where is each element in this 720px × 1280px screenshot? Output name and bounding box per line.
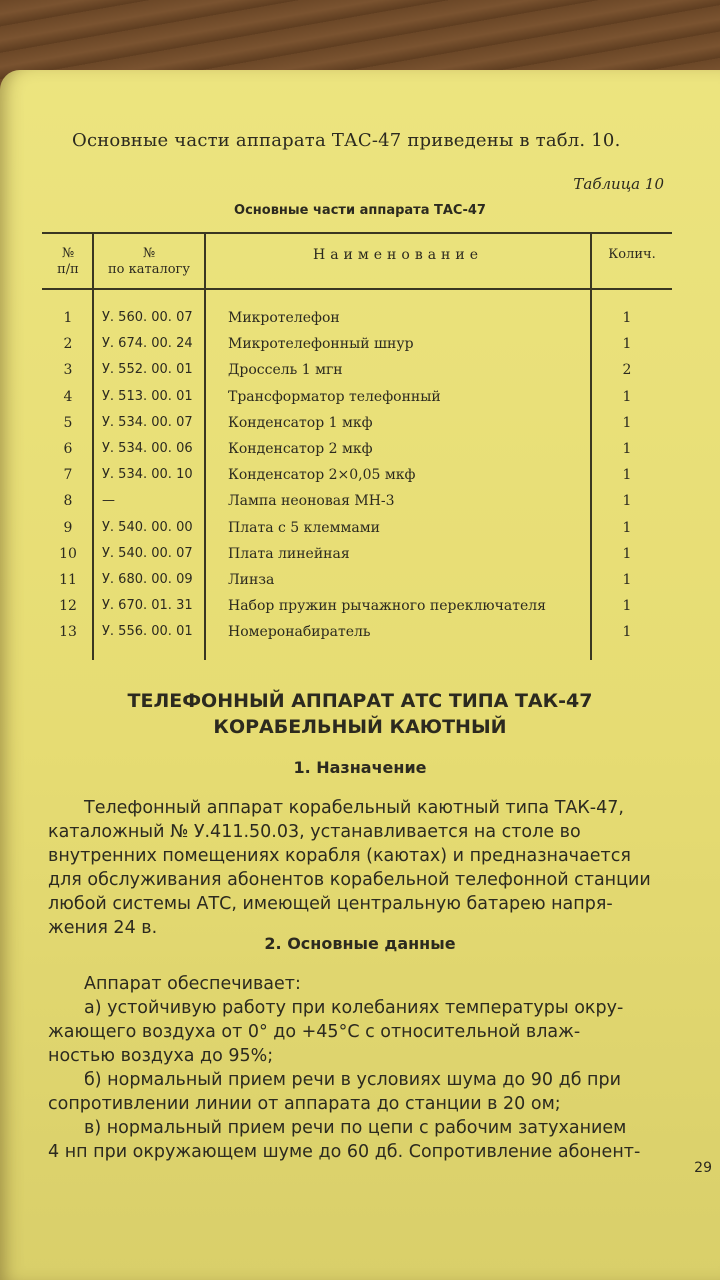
table-row: [42, 624, 672, 650]
header-catalog-line1: №: [142, 246, 156, 261]
row-name: Лампа неоновая МН-3: [228, 493, 395, 510]
header-num-line2: п/п: [57, 262, 79, 277]
row-quantity: 1: [622, 467, 632, 484]
row-name: Трансформатор телефонный: [228, 388, 441, 405]
table-row: [42, 467, 672, 493]
table-row: [42, 546, 672, 572]
table-row: [42, 441, 672, 467]
section2-line: жающего воздуха от 0° до +45°С с относительной влаж-: [48, 1022, 581, 1042]
header-catalog: [94, 246, 204, 278]
row-quantity: 1: [622, 545, 632, 562]
row-quantity: 1: [622, 388, 632, 405]
table-title: Основные части аппарата ТАС-47: [234, 203, 486, 218]
section2-line: а) устойчивую работу при колебаниях температуры окру-: [84, 998, 624, 1018]
row-name: Конденсатор 2×0,05 мкф: [228, 467, 416, 484]
section1-line: каталожный № У.411.50.03, устанавливается на столе во: [48, 822, 581, 842]
table-row: [42, 598, 672, 624]
heading-line-2: КОРАБЕЛЬНЫЙ КАЮТНЫЙ: [213, 716, 507, 738]
row-catalog: У. 513. 00. 01: [102, 388, 193, 404]
row-name: Плата с 5 клеммами: [228, 519, 380, 536]
table-row: [42, 520, 672, 546]
row-catalog: У. 552. 00. 01: [102, 362, 193, 378]
header-num-line1: №: [61, 246, 75, 261]
row-quantity: 1: [622, 624, 632, 641]
section2-line: 4 нп при окружающем шуме до 60 дб. Сопротивление абонент-: [48, 1142, 641, 1162]
row-quantity: 1: [622, 572, 632, 588]
page-number: 29: [694, 1160, 712, 1176]
intro-text: Основные части аппарата ТАС-47 приведены в табл. 10.: [72, 130, 621, 151]
row-number: 13: [59, 624, 77, 641]
table-row: [42, 415, 672, 441]
row-number: 3: [63, 362, 73, 379]
table-number: Таблица 10: [573, 175, 664, 193]
table-row: [42, 389, 672, 415]
row-name: Конденсатор 1 мкф: [228, 414, 373, 431]
table-row: [42, 493, 672, 519]
row-quantity: 1: [622, 519, 632, 536]
table-header-rule: [42, 288, 672, 290]
row-name: Линза: [228, 572, 275, 588]
row-number: 11: [59, 572, 77, 588]
row-number: 8: [63, 493, 73, 510]
table-row: [42, 572, 672, 598]
row-name: Конденсатор 2 мкф: [228, 441, 373, 457]
row-number: 4: [63, 388, 73, 405]
row-number: 9: [63, 519, 73, 536]
table-row: [42, 362, 672, 388]
row-name: Дроссель 1 мгн: [228, 362, 343, 379]
section2-paragraph: [48, 972, 708, 1164]
row-quantity: 1: [622, 310, 632, 326]
section2-line: ностью воздуха до 95%;: [48, 1046, 274, 1066]
row-catalog: У. 670. 01. 31: [102, 598, 193, 614]
row-name: Плата линейная: [228, 545, 350, 562]
row-catalog: У. 556. 00. 01: [102, 624, 193, 640]
section2-line: б) нормальный прием речи в условиях шума до 90 дб при: [84, 1070, 621, 1090]
row-number: 2: [63, 336, 73, 353]
row-quantity: 1: [622, 598, 632, 615]
row-name: Номеронабиратель: [228, 624, 371, 641]
row-number: 12: [59, 598, 77, 615]
table-row: [42, 310, 672, 336]
section1-line: для обслуживания абонентов корабельной телефонной станции: [48, 870, 651, 890]
row-number: 5: [63, 414, 73, 431]
row-catalog: У. 540. 00. 07: [102, 545, 193, 561]
header-qty: Колич.: [608, 247, 656, 262]
section1-line: любой системы АТС, имеющей центральную батарею напря-: [48, 894, 613, 914]
row-number: 10: [59, 545, 77, 562]
section1-paragraph: [48, 796, 708, 940]
row-catalog: У. 680. 00. 09: [102, 572, 193, 587]
header-name: Наименование: [313, 247, 483, 263]
row-catalog: —: [102, 493, 115, 509]
header-num: [44, 246, 92, 278]
row-quantity: 1: [622, 336, 632, 353]
row-catalog: У. 560. 00. 07: [102, 310, 193, 325]
section1-line: Телефонный аппарат корабельный каютный типа ТАК-47,: [84, 798, 624, 818]
row-quantity: 1: [622, 414, 632, 431]
section2-line: в) нормальный прием речи по цепи с рабочим затуханием: [84, 1118, 627, 1138]
row-number: 7: [63, 467, 73, 484]
row-quantity: 1: [622, 493, 632, 510]
table-top-rule: [42, 232, 672, 234]
row-quantity: 1: [622, 441, 632, 457]
row-catalog: У. 674. 00. 24: [102, 336, 193, 352]
row-number: 6: [63, 441, 73, 457]
section1-line: внутренних помещениях корабля (каютах) и предназначается: [48, 846, 631, 866]
row-catalog: У. 534. 00. 10: [102, 467, 193, 483]
table-row: [42, 336, 672, 362]
parts-table: [42, 232, 672, 660]
section2-line: Аппарат обеспечивает:: [84, 974, 301, 994]
row-name: Набор пружин рычажного переключателя: [228, 598, 546, 615]
section2-line: сопротивлении линии от аппарата до станции в 20 ом;: [48, 1094, 561, 1114]
section1-title: 1. Назначение: [293, 758, 427, 777]
row-number: 1: [63, 310, 73, 326]
section2-title: 2. Основные данные: [264, 934, 456, 953]
heading-line-1: ТЕЛЕФОННЫЙ АППАРАТ АТС ТИПА ТАК-47: [127, 690, 593, 712]
row-catalog: У. 534. 00. 06: [102, 441, 193, 456]
row-catalog: У. 540. 00. 00: [102, 519, 193, 535]
header-catalog-line2: по каталогу: [108, 262, 190, 277]
row-name: Микротелефон: [228, 310, 340, 326]
section1-line: жения 24 в.: [48, 918, 158, 938]
row-catalog: У. 534. 00. 07: [102, 414, 193, 430]
row-name: Микротелефонный шнур: [228, 336, 414, 353]
row-quantity: 2: [622, 362, 632, 379]
